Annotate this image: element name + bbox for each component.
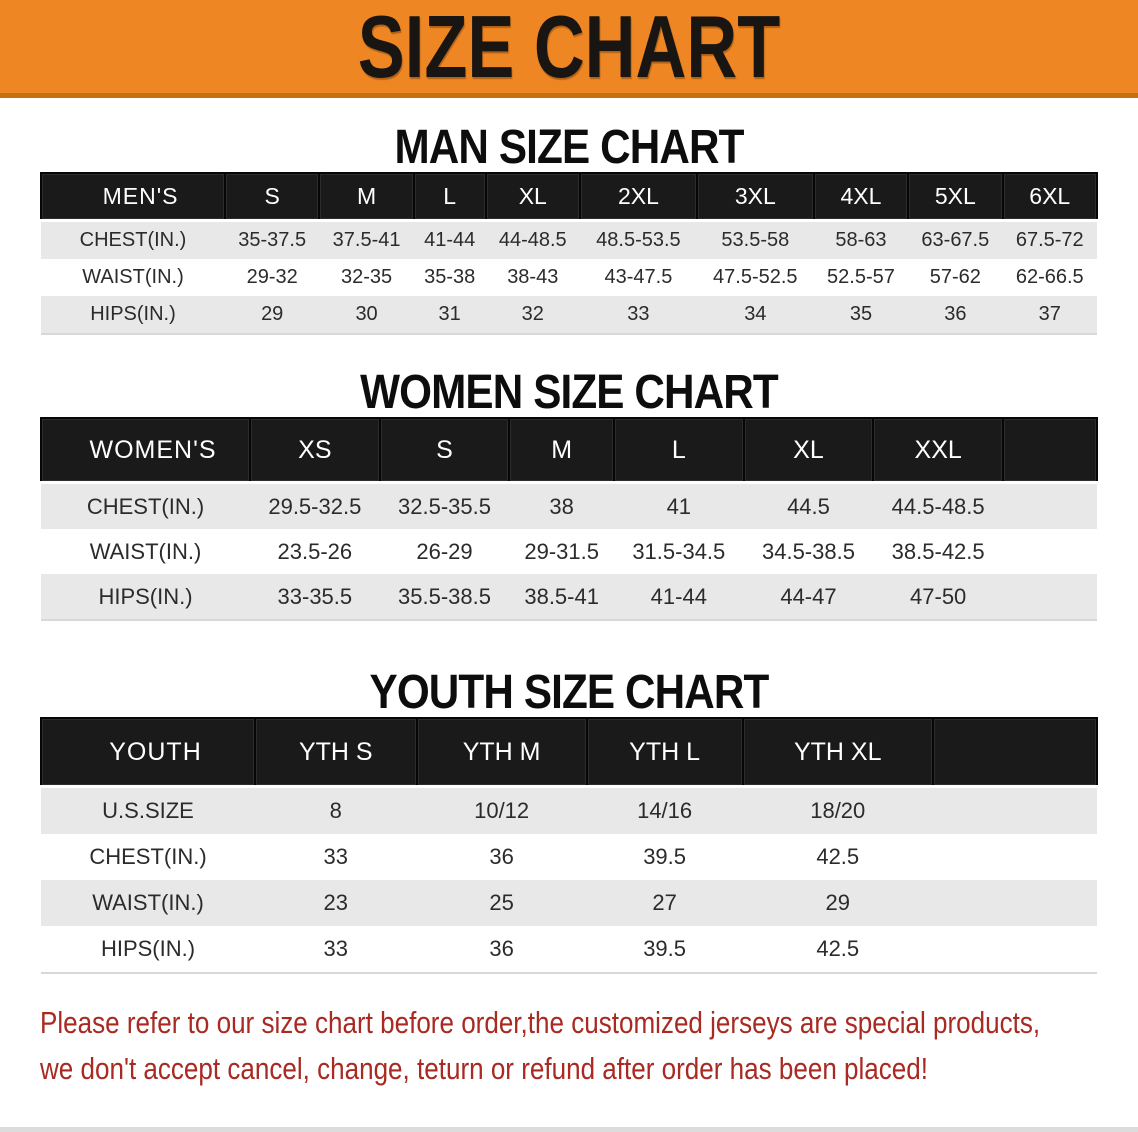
measurement-value: 62-66.5 <box>1015 266 1084 288</box>
measurement-value: 44.5 <box>787 493 830 519</box>
measurement-value: 29-31.5 <box>524 538 599 564</box>
row-spacer <box>933 880 1097 926</box>
size-column-header: 4XL <box>814 173 908 221</box>
measurement-value: 34.5-38.5 <box>761 538 855 564</box>
measurement-value: 63-67.5 <box>921 229 990 251</box>
size-column-header: 3XL <box>697 173 814 221</box>
size-header-row <box>41 173 1097 221</box>
measurement-value: 38 <box>549 493 574 519</box>
measurement-value: 38.5-42.5 <box>891 538 985 564</box>
size-column-header: M <box>509 418 614 483</box>
womens-size-table <box>40 417 1098 621</box>
youth-section-heading: YOUTH SIZE CHART <box>369 666 769 719</box>
measurement-value: 42.5 <box>816 936 860 961</box>
measurement-row <box>41 221 1097 260</box>
measurement-value: 37 <box>1038 303 1061 325</box>
row-spacer <box>933 834 1097 880</box>
women-section-heading: WOMEN SIZE CHART <box>360 366 778 419</box>
row-spacer <box>1003 529 1097 574</box>
measurement-value: 57-62 <box>929 266 981 288</box>
measurement-value: 43-47.5 <box>604 266 673 288</box>
measurement-value: 36 <box>944 303 967 325</box>
measurement-value: 34 <box>744 303 767 325</box>
measurement-value: 32 <box>521 303 544 325</box>
measurement-label: CHEST(IN.) <box>79 229 187 251</box>
size-header-row <box>41 718 1097 787</box>
size-column-header: S <box>225 173 319 221</box>
table-corner-label: WOMEN'S <box>41 418 250 483</box>
measurement-value: 33 <box>323 844 348 869</box>
size-column-header: L <box>614 418 744 483</box>
size-column-header: M <box>319 173 413 221</box>
size-column-header: YTH S <box>255 718 417 787</box>
row-spacer <box>933 926 1097 973</box>
measurement-value: 30 <box>355 303 378 325</box>
size-column-header: XL <box>744 418 874 483</box>
measurement-row <box>41 259 1097 296</box>
measurement-value: 35-38 <box>424 266 476 288</box>
size-chart-banner <box>0 0 1138 98</box>
measurement-value: 33 <box>323 936 348 961</box>
measurement-value: 39.5 <box>643 936 687 961</box>
measurement-value: 47.5-52.5 <box>713 266 798 288</box>
measurement-row <box>41 787 1097 835</box>
measurement-value: 44-48.5 <box>498 229 567 251</box>
measurement-value: 29.5-32.5 <box>268 493 362 519</box>
measurement-value: 44-47 <box>780 583 837 609</box>
measurement-label: WAIST(IN.) <box>89 538 202 564</box>
measurement-row <box>41 529 1097 574</box>
measurement-label: U.S.SIZE <box>102 798 194 823</box>
measurement-value: 27 <box>652 890 677 915</box>
measurement-value: 35.5-38.5 <box>398 583 491 609</box>
measurement-value: 31 <box>438 303 461 325</box>
measurement-label: CHEST(IN.) <box>86 493 205 519</box>
header-spacer <box>933 718 1097 787</box>
measurement-value: 48.5-53.5 <box>596 229 681 251</box>
measurement-row <box>41 574 1097 620</box>
measurement-value: 29 <box>825 890 850 915</box>
measurement-value: 44.5-48.5 <box>891 493 985 519</box>
measurement-value: 29-32 <box>246 266 298 288</box>
measurement-value: 23.5-26 <box>277 538 353 564</box>
youth-size-table <box>40 717 1098 974</box>
measurement-value: 58-63 <box>835 229 887 251</box>
size-column-header: XL <box>486 173 580 221</box>
measurement-value: 8 <box>329 798 342 823</box>
size-column-header: YTH L <box>587 718 743 787</box>
size-column-header: L <box>414 173 486 221</box>
measurement-value: 53.5-58 <box>721 229 790 251</box>
size-column-header: 2XL <box>580 173 697 221</box>
measurement-label: HIPS(IN.) <box>90 303 176 325</box>
measurement-row <box>41 296 1097 334</box>
measurement-label: HIPS(IN.) <box>98 583 193 609</box>
measurement-row <box>41 483 1097 530</box>
order-disclaimer <box>40 1000 1138 1092</box>
measurement-value: 32-35 <box>340 266 393 288</box>
measurement-label: HIPS(IN.) <box>100 936 196 961</box>
size-header-row <box>41 418 1097 483</box>
size-column-header: YTH XL <box>743 718 934 787</box>
measurement-value: 36 <box>489 936 514 961</box>
measurement-value: 52.5-57 <box>827 266 895 288</box>
measurement-value: 31.5-34.5 <box>632 538 726 564</box>
size-column-header: XS <box>250 418 380 483</box>
size-column-header: XXL <box>873 418 1003 483</box>
measurement-value: 38-43 <box>507 266 559 288</box>
row-spacer <box>1003 483 1097 530</box>
size-column-header: YTH M <box>417 718 587 787</box>
table-corner-label: MEN'S <box>41 173 225 221</box>
measurement-value: 26-29 <box>416 538 473 564</box>
measurement-value: 39.5 <box>643 844 687 869</box>
measurement-value: 23 <box>323 890 348 915</box>
mens-size-table <box>40 172 1098 335</box>
measurement-value: 35-37.5 <box>238 229 307 251</box>
measurement-value: 10/12 <box>474 798 530 823</box>
measurement-value: 37.5-41 <box>332 229 401 251</box>
size-column-header: S <box>380 418 510 483</box>
measurement-value: 32.5-35.5 <box>398 493 491 519</box>
measurement-row <box>41 926 1097 973</box>
measurement-value: 41 <box>666 493 692 519</box>
measurement-value: 14/16 <box>637 798 693 823</box>
measurement-value: 25 <box>489 890 514 915</box>
measurement-value: 41-44 <box>424 229 476 251</box>
man-section-heading: MAN SIZE CHART <box>394 121 744 174</box>
header-spacer <box>1003 418 1097 483</box>
row-spacer <box>933 787 1097 835</box>
size-column-header: 6XL <box>1003 173 1097 221</box>
disclaimer-line-2: we don't accept cancel, change, teturn or refund after order has been placed! <box>40 1050 929 1086</box>
measurement-value: 18/20 <box>810 798 866 823</box>
measurement-label: WAIST(IN.) <box>82 266 184 288</box>
banner-title: SIZE CHART <box>357 0 781 96</box>
measurement-label: WAIST(IN.) <box>92 890 204 915</box>
size-column-header: 5XL <box>908 173 1002 221</box>
measurement-value: 38.5-41 <box>524 583 599 609</box>
measurement-value: 33-35.5 <box>277 583 353 609</box>
measurement-value: 41-44 <box>650 583 707 609</box>
row-spacer <box>1003 574 1097 620</box>
table-corner-label: YOUTH <box>41 718 255 787</box>
bottom-edge-strip <box>0 1127 1138 1132</box>
measurement-value: 35 <box>849 303 873 325</box>
measurement-value: 42.5 <box>816 844 860 869</box>
measurement-value: 29 <box>261 303 284 325</box>
measurement-value: 67.5-72 <box>1015 229 1084 251</box>
measurement-row <box>41 880 1097 926</box>
measurement-row <box>41 834 1097 880</box>
measurement-label: CHEST(IN.) <box>89 844 207 869</box>
measurement-value: 47-50 <box>910 583 967 609</box>
measurement-value: 33 <box>627 303 650 325</box>
disclaimer-line-1: Please refer to our size chart before order,the customized jerseys are special products, <box>40 1005 1041 1040</box>
measurement-value: 36 <box>489 844 514 869</box>
